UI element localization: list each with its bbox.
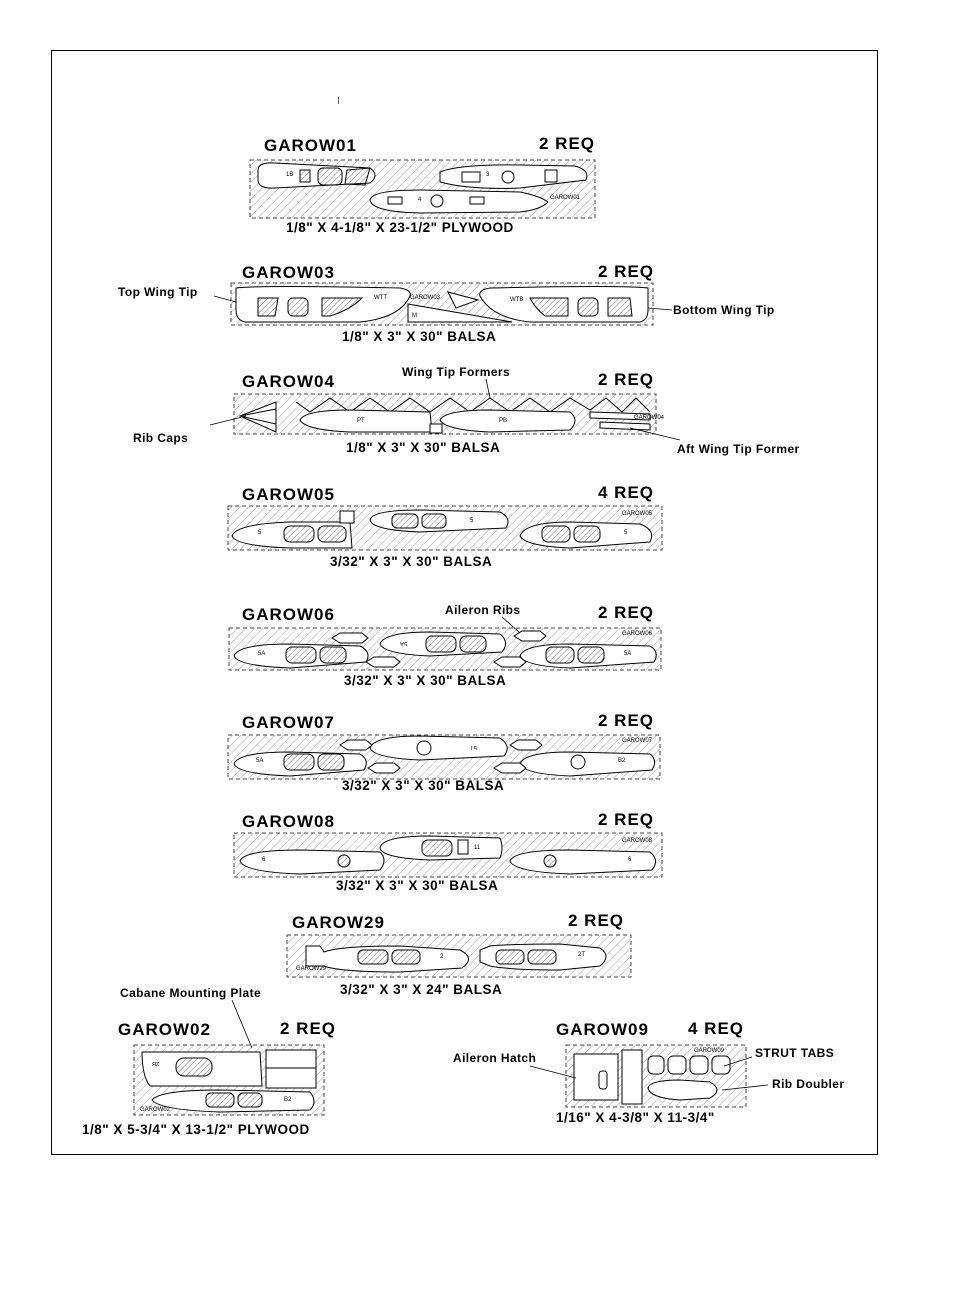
garow08-code: GAROW08 <box>242 812 335 831</box>
garow06-sheet <box>229 628 661 670</box>
garow07-material: 3/32" X 3" X 30" BALSA <box>342 778 505 793</box>
garow07-code: GAROW07 <box>242 713 335 732</box>
garow08-rib-3 <box>510 850 656 874</box>
garow02-code: GAROW02 <box>118 1020 211 1039</box>
part-label: PB <box>499 418 508 424</box>
garow03-material: 1/8" X 3" X 30" BALSA <box>342 329 497 344</box>
garow06-code: GAROW06 <box>242 605 335 624</box>
garow01-stamp: GAROW01 <box>550 195 581 201</box>
callout-aileron-ribs: Aileron Ribs <box>445 603 521 617</box>
part-label: 6 <box>628 857 632 863</box>
garow01-rib-4 <box>370 190 548 213</box>
part-label: WTB <box>510 297 524 303</box>
garow04-material: 1/8" X 3" X 30" BALSA <box>346 440 501 455</box>
garow04-stamp: GAROW04 <box>634 415 665 421</box>
part-label: WTT <box>374 295 387 301</box>
garow03-code: GAROW03 <box>242 263 335 282</box>
garow03-req: 2 REQ <box>598 262 655 281</box>
part-label: 5A <box>258 651 266 657</box>
garow07-rib-2 <box>370 736 507 760</box>
garow06-req: 2 REQ <box>598 603 655 622</box>
callout-cabane-mounting-plate: Cabane Mounting Plate <box>120 986 262 1000</box>
part-label: 4 <box>418 197 422 203</box>
part-label: 6 <box>262 857 266 863</box>
callout-aileron-hatch: Aileron Hatch <box>453 1051 537 1065</box>
garow02-stamp: GAROW02 <box>140 1107 171 1113</box>
part-label: 5A <box>256 758 264 764</box>
garow01-material: 1/8" X 4-1/8" X 23-1/2" PLYWOOD <box>286 220 514 235</box>
garow01-req: 2 REQ <box>539 134 596 153</box>
garow03-sheet <box>231 283 653 325</box>
callout-top-wing-tip: Top Wing Tip <box>118 285 198 299</box>
garow04-code: GAROW04 <box>242 372 335 391</box>
part-label: PT <box>357 418 365 424</box>
garow06-aileron-rib <box>332 633 368 643</box>
garow05-sheet <box>228 506 662 550</box>
part-label: M <box>412 313 417 319</box>
callout-rib-doubler: Rib Doubler <box>772 1077 845 1091</box>
garow05-stamp: GAROW05 <box>622 511 653 517</box>
garow08-sheet <box>234 833 662 877</box>
garow05-code: GAROW05 <box>242 485 335 504</box>
garow09-sheet <box>566 1045 746 1107</box>
callout-rib-caps: Rib Caps <box>133 431 189 445</box>
part-label: 1B <box>286 172 294 178</box>
garow01-sheet <box>250 160 595 218</box>
part-label: 5 <box>624 530 628 536</box>
garow02-sheet <box>134 1045 324 1115</box>
part-label: 2 <box>440 954 444 960</box>
garow09-strut-tab <box>648 1056 664 1074</box>
part-label: B2 <box>618 758 626 764</box>
garow05-material: 3/32" X 3" X 30" BALSA <box>330 554 493 569</box>
callout-bottom-wing-tip: Bottom Wing Tip <box>673 303 775 317</box>
garow06-stamp: GAROW06 <box>622 631 653 637</box>
garow08-material: 3/32" X 3" X 30" BALSA <box>336 878 499 893</box>
callout-wing-tip-formers: Wing Tip Formers <box>402 365 511 379</box>
part-label: 11 <box>474 845 481 851</box>
garow04-rib-pt <box>300 410 432 432</box>
garow29-material: 3/32" X 3" X 24" BALSA <box>340 982 503 997</box>
garow05-req: 4 REQ <box>598 483 655 502</box>
garow09-stamp: GAROW09 <box>694 1048 725 1054</box>
garow09-aileron-hatch <box>574 1054 618 1100</box>
callout-strut-tabs: STRUT TABS <box>755 1046 835 1060</box>
part-label: 5 <box>470 518 474 524</box>
garow06-material: 3/32" X 3" X 30" BALSA <box>344 673 507 688</box>
part-label: 2T <box>578 952 586 958</box>
garow07-req: 2 REQ <box>598 711 655 730</box>
part-label: B2 <box>284 1097 292 1103</box>
garow09-code: GAROW09 <box>556 1020 649 1039</box>
garow04-rib-pb <box>440 410 575 432</box>
part-label: 5A <box>400 640 408 646</box>
callout-aft-wing-tip-former: Aft Wing Tip Former <box>677 442 800 456</box>
garow02-req: 2 REQ <box>280 1019 337 1038</box>
garow09-req: 4 REQ <box>688 1019 745 1038</box>
garow09-material: 1/16" X 4-3/8" X 11-3/4" <box>556 1110 715 1125</box>
garow02-material: 1/8" X 5-3/4" X 13-1/2" PLYWOOD <box>82 1122 310 1137</box>
garow07-stamp: GAROW07 <box>622 738 653 744</box>
garow07-sheet <box>228 735 660 779</box>
garow08-stamp: GAROW08 <box>622 838 653 844</box>
garow29-req: 2 REQ <box>568 911 625 930</box>
part-label: 5T <box>470 744 478 750</box>
garow29-code: GAROW29 <box>292 913 385 932</box>
part-label: 2B <box>152 1060 160 1066</box>
part-label: 3 <box>486 172 490 178</box>
garow04-req: 2 REQ <box>598 370 655 389</box>
garow08-req: 2 REQ <box>598 810 655 829</box>
garow29-stamp: GAROW29 <box>296 966 327 972</box>
garow01-code: GAROW01 <box>264 136 357 155</box>
garow03-stamp: GAROW03 <box>410 295 441 301</box>
part-label: 5A <box>624 651 632 657</box>
part-label: 5 <box>258 530 262 536</box>
garow04-sheet <box>234 394 656 434</box>
